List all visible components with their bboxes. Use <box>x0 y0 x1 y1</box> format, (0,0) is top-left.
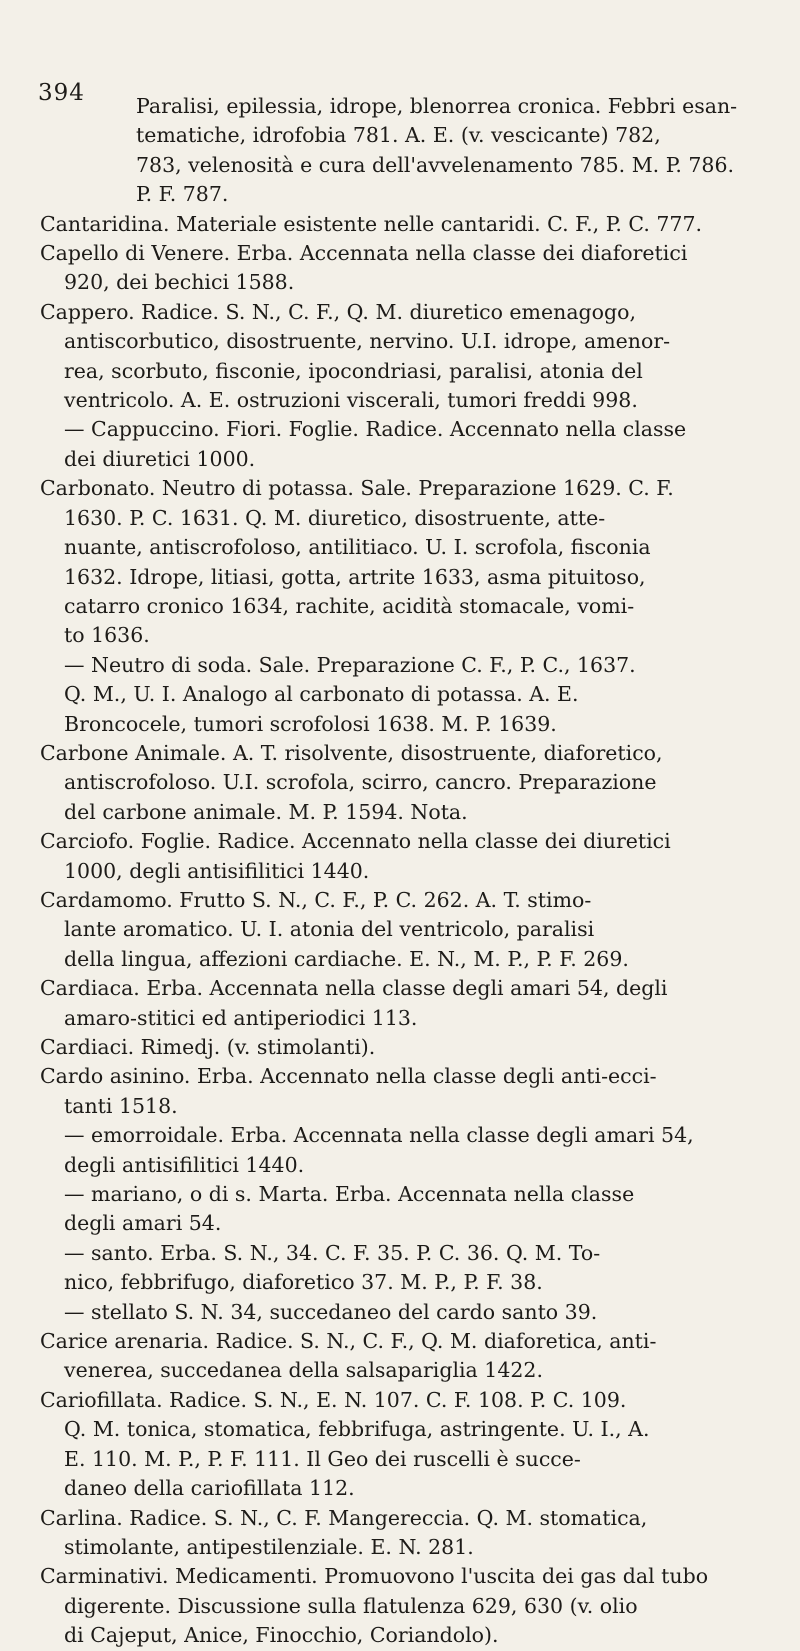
index-line: Paralisi, epilessia, idrope, blenorrea cronica. Febbri esan- <box>136 94 738 118</box>
index-line: antiscrofoloso. U.I. scrofola, scirro, cancro. Preparazione <box>64 770 657 795</box>
index-line: degli amari 54. <box>64 1211 222 1236</box>
index-line: Capello di Venere. Erba. Accennata nella classe dei diaforetici <box>40 241 688 266</box>
index-line: di Cajeput, Anice, Finocchio, Coriandolo). <box>64 1623 499 1648</box>
index-line: — santo. Erba. S. N., 34. C. F. 35. P. C. 36. Q. M. To- <box>64 1240 601 1265</box>
index-line: stimolante, antipestilenziale. E. N. 281. <box>64 1534 474 1559</box>
page-number: 394 <box>38 80 85 106</box>
index-line: ventricolo. A. E. ostruzioni viscerali, tumori freddi 998. <box>64 388 638 413</box>
index-line: Carbonato. Neutro di potassa. Sale. Preparazione 1629. C. F. <box>40 476 674 501</box>
index-line: Carlina. Radice. S. N., C. F. Mangereccia. Q. M. stomatica, <box>40 1505 648 1530</box>
index-line: della lingua, affezioni cardiache. E. N., M. P., P. F. 269. <box>64 946 629 971</box>
index-line: Cardiaca. Erba. Accennata nella classe degli amari 54, degli <box>40 976 668 1001</box>
index-line: Cariofillata. Radice. S. N., E. N. 107. C. F. 108. P. C. 109. <box>40 1387 627 1412</box>
index-line: degli antisifilitici 1440. <box>64 1152 305 1177</box>
index-line: 1632. Idrope, litiasi, gotta, artrite 1633, asma pituitoso, <box>64 564 646 589</box>
index-line: tematiche, idrofobia 781. A. E. (v. vescicante) 782, <box>136 123 661 148</box>
index-line: — Cappuccino. Fiori. Foglie. Radice. Accennato nella classe <box>64 417 687 442</box>
index-line: Carciofo. Foglie. Radice. Accennato nella classe dei diuretici <box>40 829 671 854</box>
index-line: Cardamomo. Frutto S. N., C. F., P. C. 262. A. T. stimo- <box>40 887 592 912</box>
index-line: 1630. P. C. 1631. Q. M. diuretico, disostruente, atte- <box>64 505 606 530</box>
index-line: Carice arenaria. Radice. S. N., C. F., Q. M. diaforetica, anti- <box>40 1329 657 1354</box>
index-entries <box>40 92 770 1651</box>
index-line: amaro-stitici ed antiperiodici 113. <box>64 1005 418 1030</box>
index-line: 783, velenosità e cura dell'avvelenamento 785. M. P. 786. <box>136 152 735 177</box>
index-line: to 1636. <box>64 623 150 648</box>
index-line: E. 110. M. P., P. F. 111. Il Geo dei ruscelli è succe- <box>64 1446 581 1471</box>
index-line: Carminativi. Medicamenti. Promuovono l'uscita dei gas dal tubo <box>40 1564 709 1589</box>
index-line: Broncocele, tumori scrofolosi 1638. M. P. 1639. <box>64 711 557 736</box>
index-line: Q. M., U. I. Analogo al carbonato di potassa. A. E. <box>64 682 579 707</box>
index-line: venerea, succedanea della salsapariglia 1422. <box>64 1358 543 1383</box>
index-line: antiscorbutico, disostruente, nervino. U.I. idrope, amenor- <box>64 329 671 354</box>
index-line: Cappero. Radice. S. N., C. F., Q. M. diuretico emenagogo, <box>40 299 637 324</box>
index-line: nico, febbrifugo, diaforetico 37. M. P., P. F. 38. <box>64 1270 543 1295</box>
index-line: — mariano, o di s. Marta. Erba. Accennata nella classe <box>64 1182 635 1207</box>
index-line: rea, scorbuto, fisconie, ipocondriasi, paralisi, atonia del <box>64 358 643 383</box>
index-line: 920, dei bechici 1588. <box>64 270 295 295</box>
index-line: lante aromatico. U. I. atonia del ventricolo, paralisi <box>64 917 595 942</box>
index-line: Cantaridina. Materiale esistente nelle cantaridi. C. F., P. C. 777. <box>40 211 703 236</box>
index-line: nuante, antiscrofoloso, antilitiaco. U. I. scrofola, fisconia <box>64 535 651 560</box>
index-line: del carbone animale. M. P. 1594. Nota. <box>64 799 468 824</box>
index-line: dei diuretici 1000. <box>64 446 256 471</box>
index-line: Carbone Animale. A. T. risolvente, disostruente, diaforetico, <box>40 740 663 765</box>
index-line: 1000, degli antisifilitici 1440. <box>64 858 370 883</box>
index-line: catarro cronico 1634, rachite, acidità stomacale, vomi- <box>64 593 635 618</box>
index-line: — emorroidale. Erba. Accennata nella classe degli amari 54, <box>64 1123 694 1148</box>
index-line: P. F. 787. <box>136 182 229 207</box>
index-line: — Neutro di soda. Sale. Preparazione C. F., P. C., 1637. <box>64 652 636 677</box>
index-line: Cardiaci. Rimedj. (v. stimolanti). <box>40 1035 376 1059</box>
index-line: — stellato S. N. 34, succedaneo del cardo santo 39. <box>64 1299 598 1324</box>
index-line: digerente. Discussione sulla flatulenza 629, 630 (v. olio <box>64 1593 638 1618</box>
index-line: Q. M. tonica, stomatica, febbrifuga, astringente. U. I., A. <box>64 1417 650 1442</box>
index-line: tanti 1518. <box>64 1093 178 1118</box>
index-line: daneo della cariofillata 112. <box>64 1476 355 1501</box>
index-line: Cardo asinino. Erba. Accennato nella classe degli anti-ecci- <box>40 1064 657 1089</box>
